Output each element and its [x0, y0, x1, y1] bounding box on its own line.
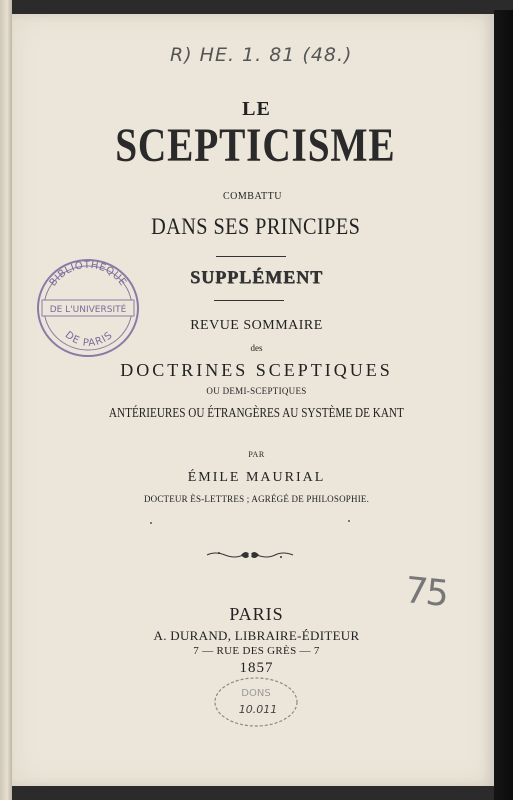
imprint-year: 1857 [239, 660, 274, 676]
svg-text:DE L'UNIVERSITÉ: DE L'UNIVERSITÉ [49, 305, 127, 315]
svg-text:10.011: 10.011 [238, 703, 278, 716]
title-connector: COMBATTU [222, 191, 282, 202]
svg-text:BIBLIOTHÈQUE: BIBLIOTHÈQUE [47, 259, 129, 289]
divider-rule [216, 256, 286, 257]
description-line-4: OU DEMI-SCEPTIQUES [206, 386, 307, 396]
speck [150, 522, 152, 524]
description-line-3: DOCTRINES SCEPTIQUES [120, 360, 393, 380]
imprint-city: PARIS [229, 604, 284, 624]
handwritten-shelfmark: R) HE. 1. 81 (48.) [170, 44, 353, 66]
description-line-1: REVUE SOMMAIRE [190, 318, 323, 333]
author-by: PAR [248, 450, 265, 459]
dark-background-edge [494, 10, 513, 800]
margin-handwritten-number: 75 [402, 569, 449, 616]
speck [348, 520, 350, 522]
svg-text:DONS: DONS [241, 688, 271, 699]
svg-text:DE PARIS: DE PARIS [62, 329, 116, 350]
library-stamp-icon [34, 256, 142, 360]
author-titles: DOCTEUR ÈS-LETTRES ; AGRÉGÉ DE PHILOSOPHIE. [143, 494, 370, 504]
dons-stamp-icon [213, 676, 299, 728]
ornament-flourish-icon [205, 548, 295, 562]
subtitle: DANS SES PRINCIPES [151, 214, 361, 239]
author-name: ÉMILE MAURIAL [187, 470, 326, 485]
description-line-5: ANTÉRIEURES OU ÉTRANGÈRES AU SYSTÈME DE KANT [108, 406, 404, 421]
imprint-address: 7 — RUE DES GRÈS — 7 [193, 645, 320, 657]
imprint-publisher: A. DURAND, LIBRAIRE-ÉDITEUR [153, 628, 360, 643]
main-title: SCEPTICISME [115, 119, 396, 172]
title-article: LE [242, 98, 271, 120]
description-line-2: des [250, 343, 263, 353]
divider-rule [214, 300, 284, 301]
supplement-label: SUPPLÉMENT [189, 267, 323, 287]
